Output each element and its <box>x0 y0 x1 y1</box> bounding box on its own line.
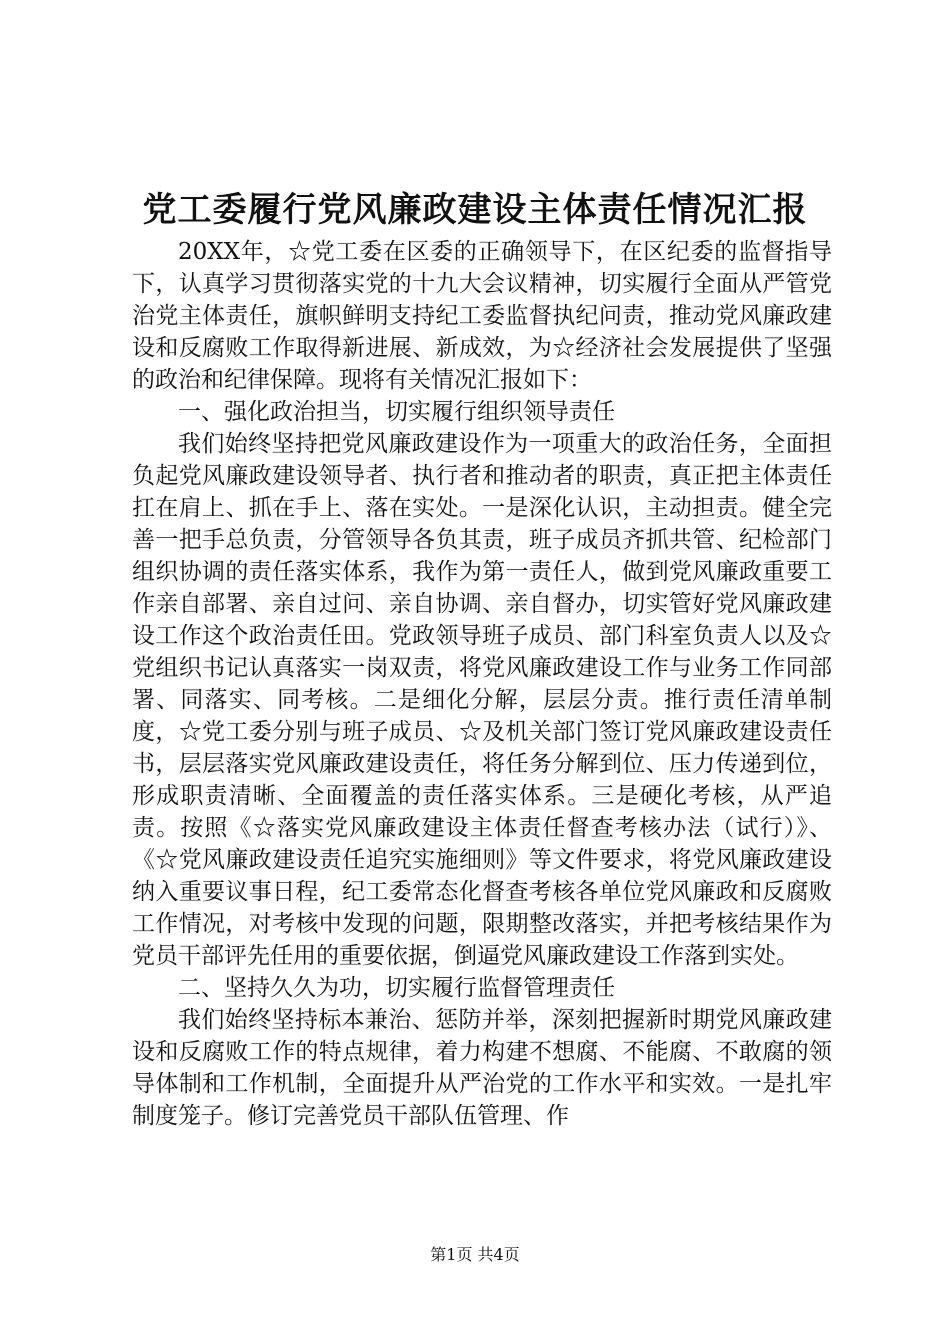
section-2-paragraph: 我们始终坚持标本兼治、惩防并举，深刻把握新时期党风廉政建设和反腐败工作的特点规律，着力构建不想腐、不能腐、不敢腐的领导体制和工作机制，全面提升从严治党的工作水平和实效。一是扎牢制度笼子。修订完善党员干部队伍管理、作 <box>132 1007 832 1129</box>
page-footer: 第1页 共4页 <box>430 1245 520 1264</box>
document-body <box>132 236 832 1132</box>
intro-paragraph: 20XX年，☆党工委在区委的正确领导下，在区纪委的监督指导下，认真学习贯彻落实党的十九大会议精神，切实履行全面从严管党治党主体责任，旗帜鲜明支持纪工委监督执纪问责，推动党风廉政建设和反腐败工作取得新进展、新成效，为☆经济社会发展提供了坚强的政治和纪律保障。现将有关情况汇报如下： <box>132 239 832 393</box>
section-2-heading: 二、坚持久久为功，切实履行监督管理责任 <box>178 975 615 1001</box>
section-1-paragraph: 我们始终坚持把党风廉政建设作为一项重大的政治任务，全面担负起党风廉政建设领导者、执行者和推动者的职责，真正把主体责任扛在肩上、抓在手上、落在实处。一是深化认识，主动担责。健全完善一把手总负责，分管领导各负其责，班子成员齐抓共管、纪检部门组织协调的责任落实体系，我作为第一责任人，做到党风廉政重要工作亲自部署、亲自过问、亲自协调、亲自督办，切实管好党风廉政建设工作这个政治责任田。党政领导班子成员、部门科室负责人以及☆党组织书记认真落实一岗双责，将党风廉政建设工作与业务工作同部署、同落实、同考核。二是细化分解，层层分责。推行责任清单制度，☆党工委分别与班子成员、☆及机关部门签订党风廉政建设责任书，层层落实党风廉政建设责任，将任务分解到位、压力传递到位，形成职责清晰、全面覆盖的责任落实体系。三是硬化考核，从严追责。按照《☆落实党风廉政建设主体责任督查考核办法（试行）》、《☆党风廉政建设责任追究实施细则》等文件要求，将党风廉政建设纳入重要议事日程，纪工委常态化督查考核各单位党风廉政和反腐败工作情况，对考核中发现的问题，限期整改落实，并把考核结果作为党员干部评先任用的重要依据，倒逼党风廉政建设工作落到实处。 <box>132 431 832 969</box>
section-1-heading: 一、强化政治担当，切实履行组织领导责任 <box>178 399 615 425</box>
document-title: 党工委履行党风廉政建设主体责任情况汇报 <box>142 190 808 230</box>
